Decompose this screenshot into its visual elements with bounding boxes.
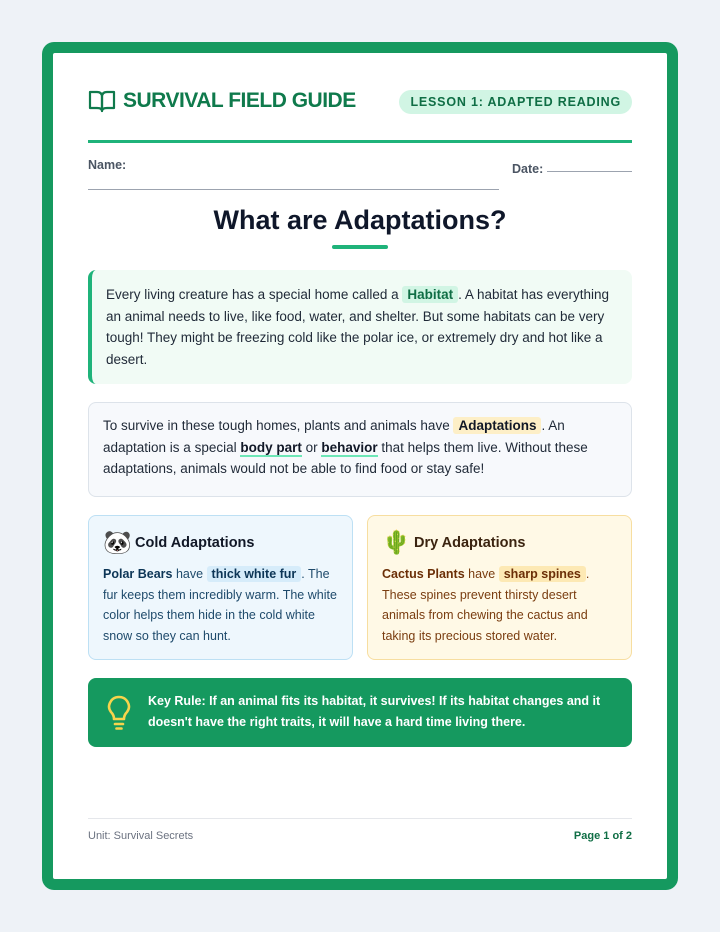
adaptation-text-or: or (301, 439, 322, 455)
cold-card-lead: Polar Bears (103, 567, 173, 581)
brand (88, 89, 356, 113)
cold-card-title: Cold Adaptations (135, 535, 255, 551)
footer-divider (88, 818, 632, 819)
dry-card-text: . These spines prevent thirsty desert animals from chewing the cactus and taking its precious stored water. (382, 567, 590, 643)
name-label: Name: (88, 158, 127, 172)
panda-icon: 🐼 (103, 530, 132, 556)
dry-card-title: Dry Adaptations (414, 535, 526, 551)
adaptation-text-middle: . An adaptation is a special (103, 418, 565, 455)
cold-card-have: have (172, 567, 207, 581)
worksheet-page (53, 53, 667, 879)
habitat-text-after: . A habitat has everything an animal needs to live, like food, water, and shelter. But some habitats can be very tough! They might be freezing cold like the polar ice, or extremely dry and hot like a desert. (106, 287, 610, 367)
dry-adaptations-card (367, 515, 632, 660)
behavior-term: behavior (321, 439, 378, 455)
cactus-icon: 🌵 (382, 530, 411, 556)
date-label: Date: (512, 162, 544, 176)
key-rule-text: Key Rule: If an animal fits its habitat, it survives! If its habitat changes and it doesn't have the right traits, it will have a hard time living there. (148, 694, 601, 729)
name-field-line[interactable] (88, 189, 499, 190)
cold-card-body (103, 564, 338, 646)
habitat-paragraph (88, 270, 632, 384)
body-part-term: body part (240, 439, 302, 455)
habitat-term: Habitat (402, 286, 458, 303)
page-title: What are Adaptations? (213, 205, 507, 235)
date-field-line[interactable] (547, 171, 632, 172)
adaptation-paragraph (88, 402, 632, 497)
adaptation-term: Adaptations (453, 417, 541, 434)
adaptation-text-after: that helps them live. Without these adaptations, animals would not be able to find food or stay safe! (103, 439, 588, 476)
dry-card-lead: Cactus Plants (382, 567, 465, 581)
cold-card-text: . The fur keeps them incredibly warm. The white color helps them hide in the cold white snow so they can hunt. (103, 567, 337, 643)
key-rule-box (88, 678, 632, 747)
brand-title: SURVIVAL FIELD GUIDE (123, 89, 356, 112)
cold-card-header (103, 528, 338, 558)
footer-unit: Unit: Survival Secrets (88, 830, 194, 842)
lightbulb-icon (106, 695, 132, 731)
title-underline (332, 245, 388, 249)
dry-card-body (382, 564, 617, 646)
cold-card-trait: thick white fur (207, 566, 302, 582)
open-book-icon (88, 89, 116, 113)
adaptation-text-before: To survive in these tough homes, plants and animals have (103, 418, 454, 433)
dry-card-trait: sharp spines (499, 566, 586, 582)
cold-adaptations-card (88, 515, 353, 660)
habitat-text-before: Every living creature has a special home called a (106, 287, 403, 302)
header (88, 89, 632, 143)
dry-card-have: have (464, 567, 499, 581)
page-frame (42, 42, 678, 890)
dry-card-header (382, 528, 617, 558)
footer-page-number: Page 1 of 2 (573, 830, 632, 842)
lesson-badge: LESSON 1: ADAPTED READING (399, 90, 632, 114)
